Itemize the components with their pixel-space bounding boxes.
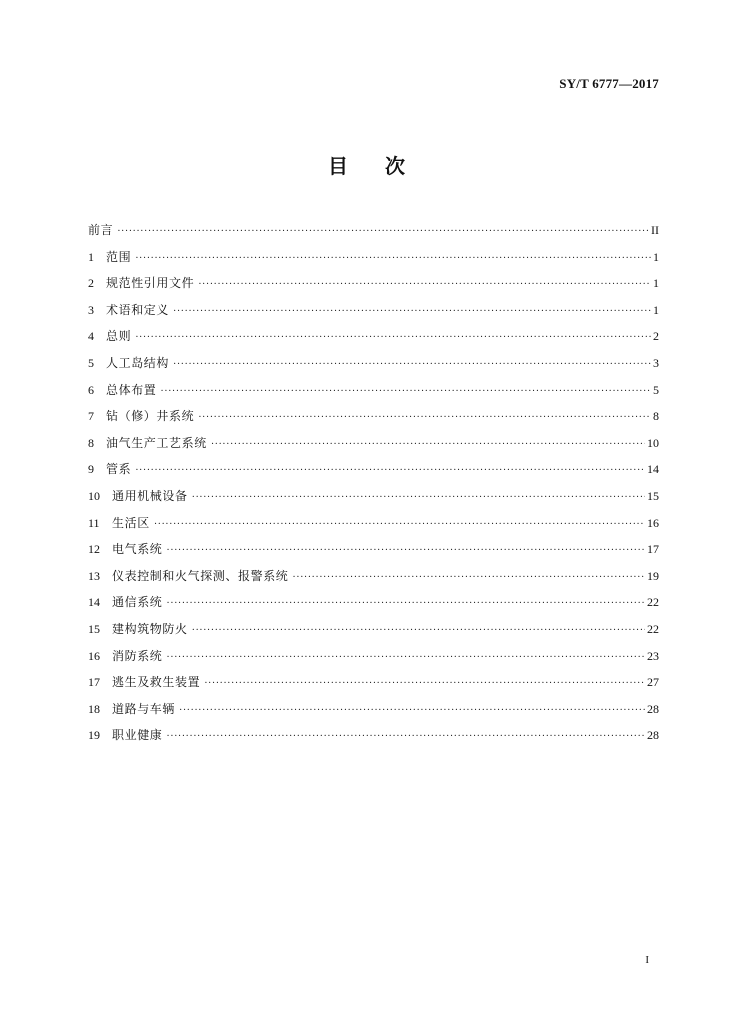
toc-number: 17 bbox=[88, 675, 100, 690]
toc-page: 5 bbox=[653, 382, 659, 397]
toc-leader bbox=[166, 596, 645, 612]
toc-leader bbox=[117, 224, 649, 240]
toc-page: 23 bbox=[647, 648, 659, 663]
toc-page: 27 bbox=[647, 675, 659, 690]
toc-number: 15 bbox=[88, 621, 100, 636]
toc-leader bbox=[166, 543, 645, 559]
toc-page: 17 bbox=[647, 542, 659, 557]
toc-page: 22 bbox=[647, 595, 659, 610]
page-number: I bbox=[645, 954, 649, 966]
toc-label: 范围 bbox=[106, 249, 132, 264]
toc-number: 5 bbox=[88, 355, 94, 370]
toc-label: 通用机械设备 bbox=[112, 488, 188, 503]
toc-label: 油气生产工艺系统 bbox=[106, 435, 207, 450]
toc-item-4[interactable] bbox=[88, 328, 659, 355]
toc-leader bbox=[166, 729, 645, 745]
table-of-contents bbox=[88, 222, 659, 754]
toc-item-17[interactable] bbox=[88, 674, 659, 701]
toc-page: 22 bbox=[647, 621, 659, 636]
toc-label: 规范性引用文件 bbox=[106, 276, 195, 291]
page-title bbox=[0, 150, 734, 179]
toc-number: 14 bbox=[88, 595, 100, 610]
toc-number: 18 bbox=[88, 701, 100, 716]
toc-item-11[interactable] bbox=[88, 515, 659, 542]
toc-item-6[interactable] bbox=[88, 382, 659, 409]
toc-leader bbox=[135, 463, 645, 479]
toc-item-2[interactable] bbox=[88, 275, 659, 302]
toc-label: 管系 bbox=[106, 462, 132, 477]
toc-label: 术语和定义 bbox=[106, 302, 170, 317]
document-code: SY/T 6777—2017 bbox=[559, 76, 659, 91]
toc-number: 9 bbox=[88, 462, 94, 477]
toc-number: 13 bbox=[88, 568, 100, 583]
toc-label: 道路与车辆 bbox=[112, 701, 176, 716]
toc-item-7[interactable] bbox=[88, 408, 659, 435]
toc-number: 16 bbox=[88, 648, 100, 663]
toc-page: 3 bbox=[653, 355, 659, 370]
toc-leader bbox=[154, 517, 645, 533]
toc-item-5[interactable] bbox=[88, 355, 659, 382]
toc-label: 人工岛结构 bbox=[106, 355, 170, 370]
toc-number: 11 bbox=[88, 515, 100, 530]
toc-number: 19 bbox=[88, 728, 100, 743]
toc-label: 总体布置 bbox=[106, 382, 157, 397]
toc-page: 28 bbox=[647, 701, 659, 716]
toc-page: 14 bbox=[647, 462, 659, 477]
toc-page: 15 bbox=[647, 488, 659, 503]
toc-leader bbox=[204, 676, 645, 692]
toc-label: 钻（修）井系统 bbox=[106, 409, 195, 424]
toc-item-3[interactable] bbox=[88, 302, 659, 329]
toc-label: 消防系统 bbox=[112, 648, 163, 663]
toc-number: 7 bbox=[88, 409, 94, 424]
toc-item-15[interactable] bbox=[88, 621, 659, 648]
toc-page: 8 bbox=[653, 409, 659, 424]
toc-item-19[interactable] bbox=[88, 727, 659, 754]
toc-leader bbox=[211, 437, 645, 453]
toc-number: 8 bbox=[88, 435, 94, 450]
toc-number: 12 bbox=[88, 542, 100, 557]
toc-leader bbox=[192, 490, 645, 506]
toc-label: 通信系统 bbox=[112, 595, 163, 610]
toc-number: 1 bbox=[88, 249, 94, 264]
toc-item-16[interactable] bbox=[88, 648, 659, 675]
toc-label: 前言 bbox=[88, 223, 114, 237]
toc-page: 16 bbox=[647, 515, 659, 530]
toc-label: 电气系统 bbox=[112, 542, 163, 557]
toc-leader bbox=[198, 277, 651, 293]
toc-page: II bbox=[651, 223, 659, 237]
toc-page: 2 bbox=[653, 329, 659, 344]
toc-leader bbox=[192, 623, 645, 639]
toc-leader bbox=[198, 410, 651, 426]
toc-page: 1 bbox=[653, 249, 659, 264]
toc-leader bbox=[173, 304, 651, 320]
toc-leader bbox=[135, 330, 651, 346]
toc-item-1[interactable] bbox=[88, 249, 659, 276]
toc-number: 3 bbox=[88, 302, 94, 317]
toc-leader bbox=[160, 384, 651, 400]
title-char-2: 次 bbox=[385, 154, 406, 178]
toc-item-10[interactable] bbox=[88, 488, 659, 515]
toc-number: 4 bbox=[88, 329, 94, 344]
toc-leader bbox=[135, 251, 651, 267]
toc-number: 6 bbox=[88, 382, 94, 397]
toc-page: 10 bbox=[647, 435, 659, 450]
toc-item-13[interactable] bbox=[88, 568, 659, 595]
toc-page: 28 bbox=[647, 728, 659, 743]
toc-item-18[interactable] bbox=[88, 701, 659, 728]
toc-label: 总则 bbox=[106, 329, 132, 344]
toc-label: 仪表控制和火气探测、报警系统 bbox=[112, 568, 289, 583]
toc-number: 2 bbox=[88, 276, 94, 291]
toc-leader bbox=[166, 650, 645, 666]
toc-item-14[interactable] bbox=[88, 594, 659, 621]
toc-leader bbox=[179, 703, 645, 719]
toc-number: 10 bbox=[88, 488, 100, 503]
toc-item-9[interactable] bbox=[88, 461, 659, 488]
toc-item-12[interactable] bbox=[88, 541, 659, 568]
title-char-1: 目 bbox=[328, 154, 349, 178]
toc-page: 19 bbox=[647, 568, 659, 583]
toc-leader bbox=[173, 357, 651, 373]
toc-leader bbox=[292, 570, 645, 586]
toc-item-preface[interactable] bbox=[88, 222, 659, 249]
toc-page: 1 bbox=[653, 276, 659, 291]
toc-label: 逃生及救生装置 bbox=[112, 675, 201, 690]
toc-label: 生活区 bbox=[112, 515, 150, 530]
toc-item-8[interactable] bbox=[88, 435, 659, 462]
toc-page: 1 bbox=[653, 302, 659, 317]
toc-label: 建构筑物防火 bbox=[112, 621, 188, 636]
toc-label: 职业健康 bbox=[112, 728, 163, 743]
